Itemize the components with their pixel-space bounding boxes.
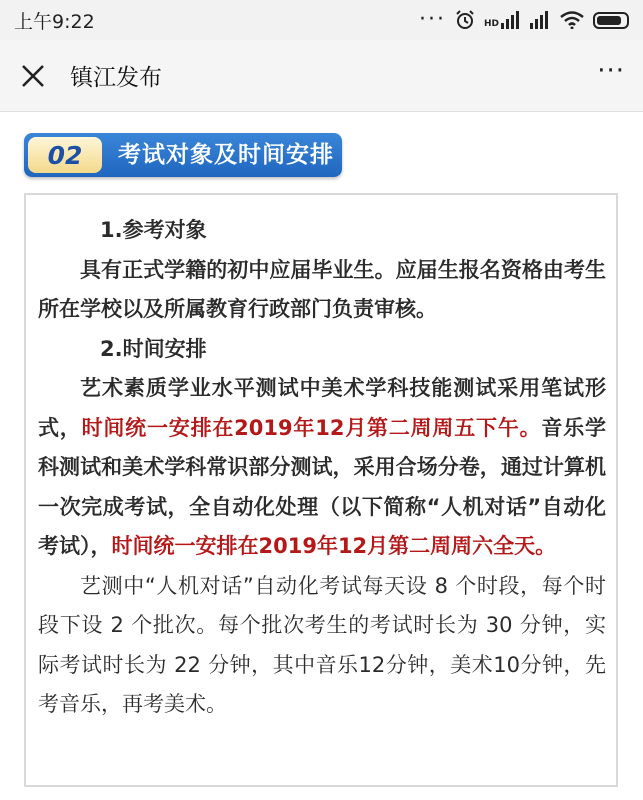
alarm-icon [455, 10, 475, 30]
section-banner [24, 133, 342, 177]
schedule-text-c: 音乐学科测试和美术学科常识部分测试，采用合场分卷，通过计算机一次完成考试，全自动化处理（以下简称“人机对话”自动化考试）， [38, 415, 606, 558]
wifi-icon [560, 11, 584, 29]
participants-text: 具有正式学籍的初中应届毕业生。应届生报名资格由考生所在学校以及所属教育行政部门负责审核。 [38, 257, 606, 321]
hd-label: HD [483, 19, 499, 29]
close-icon[interactable] [18, 61, 48, 91]
status-bar [0, 0, 643, 40]
schedule-text [38, 369, 606, 567]
nav-bar [0, 40, 643, 112]
status-icons [419, 7, 629, 32]
section-number: 02 [28, 137, 102, 173]
heading-schedule: 2.时间安排 [100, 336, 207, 361]
status-time: 上午9:22 [14, 10, 95, 33]
section-title: 考试对象及时间安排 [118, 142, 334, 168]
heading-participants: 1.参考对象 [100, 218, 207, 242]
signal-icon [529, 11, 551, 29]
schedule-highlight-1: 时间统一安排在2019年12月第二周周五下午。 [81, 415, 542, 440]
signal-hd-icon [484, 11, 520, 29]
session-details-text: 艺测中“人机对话”自动化考试每天设 8 个时段，每个时段下设 2 个批次。每个批次考生的考试时长为 30 分钟，实际考试时长为 22 分钟，其中音乐12分钟，美术10分钟，先考音乐，再考美术。 [38, 573, 606, 716]
more-icon[interactable]: ··· [597, 55, 625, 86]
article-body [24, 193, 618, 787]
schedule-text-a: 艺术素质学业水平测试中美术学科技能测试采用笔试形式， [38, 376, 606, 440]
page-title: 镇江发布 [70, 65, 162, 91]
battery-icon [593, 12, 629, 29]
schedule-highlight-2: 时间统一安排在2019年12月第二周周六全天。 [111, 534, 557, 558]
more-dots-icon: ··· [419, 7, 446, 32]
